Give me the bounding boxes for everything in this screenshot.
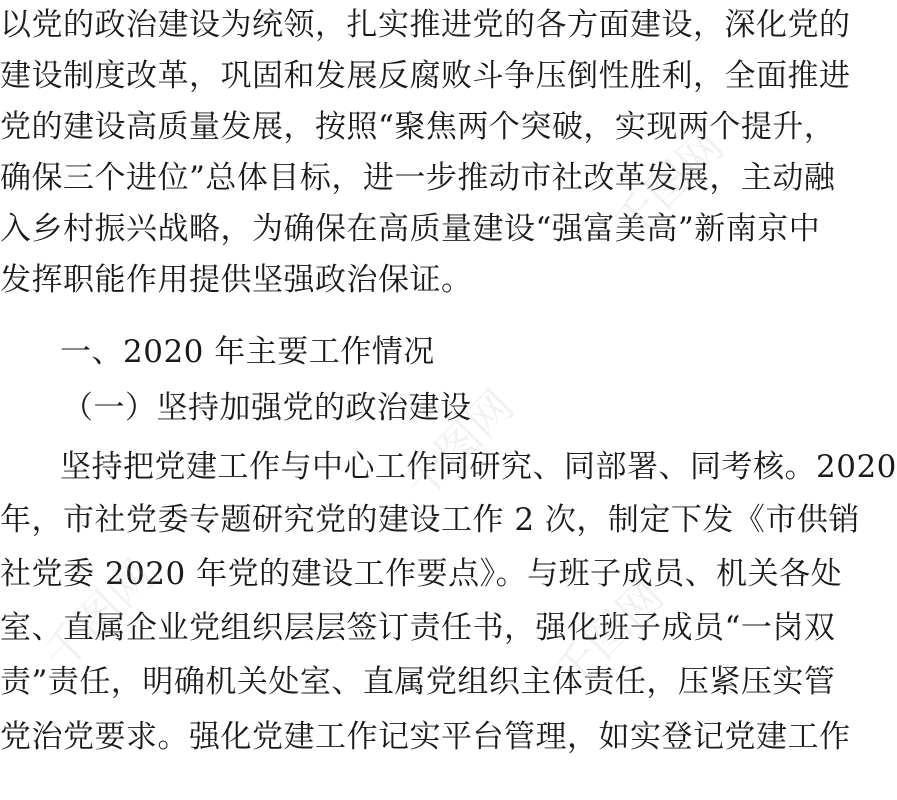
body-text-line: 确保三个进位”总体目标，进一步推动市社改革发展，主动融	[0, 160, 836, 196]
body-text-line: 以党的政治建设为统领，扎实推进党的各方面建设，深化党的	[0, 7, 851, 43]
paragraph-first-line: 坚持把党建工作与中心工作同研究、同部署、同考核。2020	[60, 449, 897, 485]
subsection-heading: （一）坚持加强党的政治建设	[62, 390, 472, 426]
body-text-line: 党的建设高质量发展，按照“聚焦两个突破，实现两个提升，	[0, 109, 836, 145]
body-text-line: 责”责任，明确机关处室、直属党组织主体责任，压紧压实管	[0, 664, 836, 700]
body-text-line: 室、直属企业党组织层层签订责任书，强化班子成员“一岗双	[0, 610, 836, 646]
body-text-line: 发挥职能作用提供坚强政治保证。	[0, 262, 473, 298]
watermark-image: 千图网	[544, 570, 674, 700]
section-heading: 一、2020 年主要工作情况	[60, 334, 435, 370]
watermark-image: 千图网	[604, 120, 734, 250]
body-text-line: 入乡村振兴战略，为确保在高质量建设“强富美高”新南京中	[0, 211, 821, 247]
watermark-image: 千图网	[394, 380, 524, 510]
body-text-line: 社党委 2020 年党的建设工作要点》。与班子成员、机关各处	[0, 556, 843, 592]
body-text-line: 建设制度改革，巩固和发展反腐败斗争压倒性胜利，全面推进	[0, 58, 851, 94]
body-text-line: 党治党要求。强化党建工作记实平台管理，如实登记党建工作	[0, 719, 851, 755]
watermark-image: 千图网	[34, 550, 164, 680]
body-text-line: 年，市社党委专题研究党的建设工作 2 次，制定下发《市供销	[0, 502, 860, 538]
